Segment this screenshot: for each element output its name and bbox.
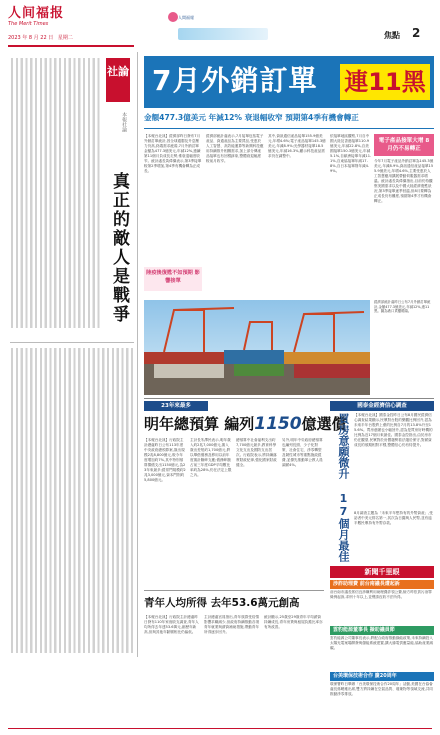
headline-bar bbox=[144, 56, 434, 108]
brief-body-2: 雲豹能源公司董事長表示,將配合政府推動綠能政策,未來持續投入太陽光電案場開發與儲能系統建置,擴大綠電供應量能,協助產業減碳。 bbox=[330, 636, 433, 650]
story2-headline bbox=[144, 413, 347, 435]
side-box-title: 電子產品接單大增 8月仍不易轉正 bbox=[374, 134, 434, 156]
editorial-tag: 社論 bbox=[106, 58, 130, 102]
brief-body-3: 環保署昨日舉辦「台美環保技術合作20周年」活動,美國在台協會處長孫曉雅出席,雙方將持續在空氣品質、廢棄物等領域交流,共同推動淨零排放。 bbox=[330, 682, 433, 696]
story2-title-main: 明年總預算 編列 bbox=[144, 415, 255, 433]
story1-text-3: 其中,資訊通信產品接單155.9億美元,年增4.6%;電子產品接單145.3億美元,年減8.9%;光學器材接單18.5億美元,年減16.3%,顯示科技產品需求仍在調整中。 bbox=[268, 134, 326, 158]
story1-column-4 bbox=[330, 134, 372, 294]
banner-small: 人間福報 bbox=[178, 15, 194, 20]
mid-rule bbox=[144, 398, 434, 399]
story2-tag: 23年來最多 bbox=[144, 401, 208, 411]
port-photo-image bbox=[144, 300, 370, 395]
econ-box-tag: 國泰金經濟信心調查 bbox=[330, 401, 434, 411]
econ-box-text: 【本報台北訊】國泰金控昨日公布8月國民經濟信心調查結果顯示,民眾對台股的樂觀比例回升,認為未來半年台股將上漲的比例自7月的13.8%升至15.6%。買房意願也小幅回升,認為是買房好時機的比例為近17個月來最佳。國泰金控指出,由於房市仍在觀望,民眾對於房價趨勢看法趨於保守,對薪資成長的預期相對平穩,整體信心仍有待提升。 bbox=[354, 413, 433, 447]
story3-text-3: 統計顯示,25歲至29歲青年平均薪資持續成長,青年房貸與租屋負擔比率亦有所改善。 bbox=[264, 615, 323, 629]
story2-title-tail: 億選償 bbox=[301, 415, 347, 433]
econ-box-note: 8月調查主題為「未來半年想持有的外幣資產」,受訪者中美元排名第一,其次為日圓與人民幣,並有逾半數民眾持有外幣存款。 bbox=[354, 511, 433, 525]
editorial-byline: 本報社論 bbox=[121, 112, 127, 132]
headline-right: 連11黑 bbox=[344, 68, 426, 96]
masthead-logo bbox=[8, 6, 68, 34]
econ-box bbox=[330, 413, 434, 563]
date-text: 2023 年 8 月 22 日 bbox=[8, 35, 54, 41]
brief-body-1: 前台南市議長郭信良涉嫌利用助理費詐領公費,檢方昨依貪污治罪條例起訴,求刑十年以上,並聲請沒收不法所得。 bbox=[330, 590, 432, 599]
story1-side-head: 陸疫後復甦不如預期 影響接單 bbox=[144, 267, 202, 291]
page-number: 2 bbox=[412, 26, 421, 40]
story2-text-1: 【本報台北訊】行政院主計總處昨日公布113年度中央政府總預算案,歲出規模2兆8,800億元,較今年度增加約7%,其中特別預算償債支出1150億元,為23年來最多;經常門規模約2兆3,000億元,資本門則約5,800億元。 bbox=[144, 438, 186, 482]
masthead-rule bbox=[8, 45, 134, 47]
port-photo bbox=[144, 300, 370, 395]
side-box-text: 今年7月電子產品外銷訂單為145.3億美元,年減8.9%,資訊通信產品接單155.9億美元,年增4.6%,主要受惠於人工智慧應用擴展帶動伺服器需求增溫。統計處長黃偉傑指出,目前仍待觀察美國需求以及中國大陸經濟復甦狀況,第3季接單逐季回溫,但8月要轉為正成長仍有難度,預期第4季才有機會轉正。 bbox=[374, 159, 434, 203]
top-banner bbox=[168, 12, 268, 44]
headline-main: 7月外銷訂單 bbox=[152, 64, 318, 97]
editorial-text-block-2 bbox=[10, 348, 134, 653]
flower-icon bbox=[168, 12, 178, 22]
headline-highlight bbox=[340, 64, 430, 100]
brief-head-1: 涉詐助理費 前台南議長遭起訴 bbox=[330, 580, 434, 589]
editorial-divider bbox=[10, 342, 134, 343]
story3-headline: 青年人均所得 去年53.6萬元創高 bbox=[144, 597, 300, 609]
editorial-column bbox=[8, 52, 138, 657]
news-brief-title: 新聞千里眼 bbox=[330, 566, 434, 578]
side-box bbox=[374, 134, 434, 304]
story1-column-3 bbox=[268, 134, 326, 294]
editorial-text-block-1 bbox=[10, 58, 102, 328]
weekday-text: 星期二 bbox=[57, 35, 73, 41]
masthead-date bbox=[8, 34, 128, 44]
econ-box-headline: 買房意願微升 17個月最佳 bbox=[337, 413, 350, 562]
story1-column-2 bbox=[206, 134, 264, 294]
headline-subtitle: 金額477.3億美元 年減12% 衰退幅收窄 預期第4季有機會轉正 bbox=[144, 113, 359, 122]
banner-strip bbox=[178, 28, 268, 40]
headline-rule bbox=[144, 128, 434, 129]
brief-head-3: 台美環保技術合作 慶20周年 bbox=[330, 672, 434, 681]
story1-text-4: 依接單地區觀察,7月自中國大陸及香港接單110.9億美元,年減22.8%,自美國接單150.3億美元,年減5.1%,自歐洲接單年減11.1%,自東協接單年減17.8%,自日本接單則年減4.9%。 bbox=[330, 134, 372, 173]
logo-subtitle: The Merit Times bbox=[8, 21, 49, 27]
bottom-rule bbox=[8, 728, 432, 729]
logo-text: 人间福报 bbox=[8, 6, 65, 21]
story2-text-3: 總預算中社會福利支出約7,700億元最多,教育科學文化支出及國防支出居次。行政院表示,將持續落實財政紀律,強化國家財政健全。 bbox=[236, 438, 277, 467]
story3-text-1: 【本報台北訊】行政院主計總處昨日發布110年家庭收支調查,青年人均所得去年達53.6萬元,創歷年新高,但與其他年齡層相比仍偏低。 bbox=[144, 615, 199, 634]
news-brief bbox=[330, 566, 434, 730]
photo-caption: 經濟部統計處昨日公布7月外銷訂單統計,金額477.3億美元,年減12%,連11黑。圖為港口貨櫃碼頭。 bbox=[374, 300, 431, 314]
story1-text-2: 經濟部統計處表示,7月接單包括電子產品、資通產品為主要貨品,受惠於人工智慧、高效能運算等新興科技應用持續推升相關需求,加上部分傳產品接單也有回穩跡象,整體衰退幅度較前月收窄。 bbox=[206, 134, 264, 163]
story3-rule bbox=[144, 590, 324, 591]
story2-text-2: 主計長朱澤民表示,明年歲入約2兆7,000億元,歲入歲出差短約1,700億元,將以舉借債務及移用以前年度歲計賸餘支應;債務餘額占前三年度GDP平均數比率約為28%,仍在法定上限之內。 bbox=[190, 438, 232, 477]
story2-title-number: 1150 bbox=[254, 414, 302, 434]
section-tag: 焦點 bbox=[384, 31, 400, 40]
story2-text-4: 另外,明年中央政府總預算也編列長照、少子化對策、社會住宅、淨零轉型及韌性城市等重點施政經費,並優先推動軍公教人員調薪4%。 bbox=[282, 438, 323, 467]
story1-text-1: 【本報台北訊】經濟部昨日發布7月外銷訂單統計,因全球通膨及升息壓力仍高,終端需求疲弱,7月外銷訂單金額為477.3億美元,年減12%,連續第11個月負成長走勢,惟衰退幅度收窄。統計處長黃偉傑表示,第3季接單較第2季增加,第4季有機會轉為正成長。 bbox=[144, 134, 202, 173]
story3-text-2: 主計總處官員指出,青年族群受疫情影響求職減少,但政府持續推動各項青年就業與薪資補助措施,帶動青年所得逐步回升。 bbox=[204, 615, 260, 634]
brief-head-2: 雲豹能源董事長 擬助議員節 bbox=[330, 626, 434, 635]
story1-column-1 bbox=[144, 134, 202, 294]
editorial-title: 真正的敵人是戰爭 bbox=[109, 172, 129, 324]
